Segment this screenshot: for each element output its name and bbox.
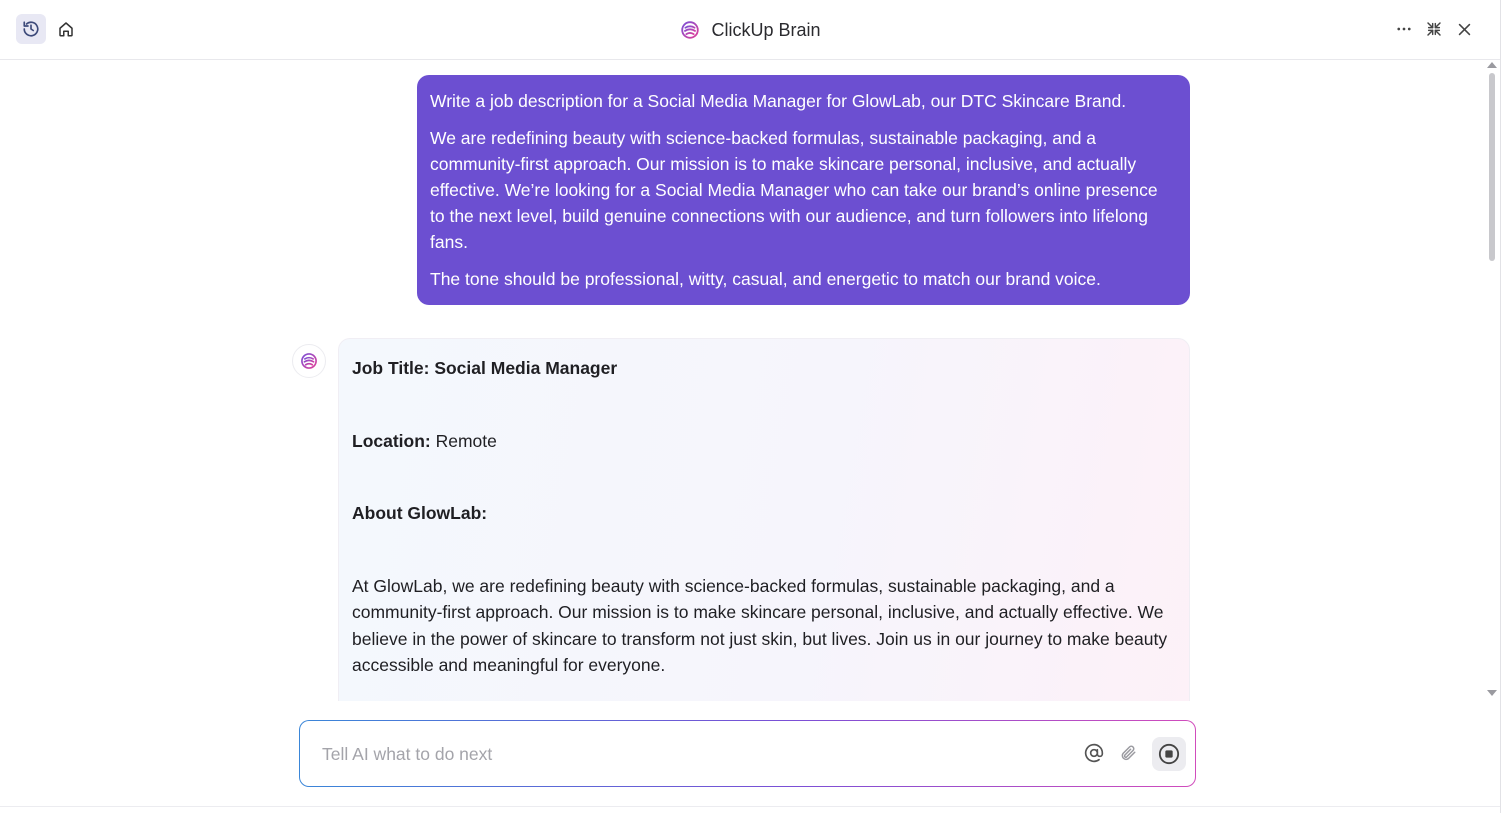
ai-avatar bbox=[292, 344, 326, 378]
location-label: Location: bbox=[352, 430, 431, 451]
collapse-button[interactable] bbox=[1419, 14, 1449, 44]
about-text: At GlowLab, we are redefining beauty with science-backed formulas, sustainable packaging, and a community-first approach. Our mission is to make skincare personal, inclusive, and actually effective. We believe in the power of skincare to transform not just skin, but lives. Join us in our journey to make beauty accessible and meaningful for everyone. bbox=[352, 575, 1168, 675]
collapse-icon bbox=[1426, 21, 1442, 37]
window-edge bbox=[1500, 0, 1501, 813]
paperclip-icon bbox=[1119, 744, 1137, 762]
brain-logo-icon bbox=[679, 19, 701, 41]
close-icon bbox=[1456, 21, 1473, 38]
ai-response bbox=[338, 338, 1190, 701]
scroll-up-arrow-icon[interactable] bbox=[1487, 62, 1497, 68]
user-message bbox=[417, 75, 1190, 305]
composer bbox=[299, 720, 1196, 787]
job-title-row bbox=[352, 355, 1176, 382]
user-message-paragraph: We are redefining beauty with science-backed formulas, sustainable packaging, and a community-first approach. Our mission is to make skincare personal, inclusive, and actually effective. We’re looking for a Social Media Manager who can take our brand’s online presence to the next level, build genuine connections with our audience, and turn followers into lifelong fans. bbox=[430, 128, 1158, 252]
about-heading: About GlowLab: bbox=[352, 503, 488, 523]
user-message-line: Write a job description for a Social Media Manager for GlowLab, our DTC Skincare Brand. bbox=[430, 91, 1127, 111]
at-sign-icon bbox=[1084, 743, 1104, 763]
header bbox=[0, 0, 1500, 60]
user-message-paragraph: The tone should be professional, witty, casual, and energetic to match our brand voice. bbox=[430, 269, 1101, 289]
attach-button[interactable] bbox=[1116, 741, 1140, 765]
bottom-divider bbox=[0, 806, 1500, 807]
location-row bbox=[352, 428, 1176, 455]
stop-button[interactable] bbox=[1152, 737, 1186, 771]
location-value: Remote bbox=[430, 430, 497, 451]
mention-button[interactable] bbox=[1082, 741, 1106, 765]
scrollbar-thumb[interactable] bbox=[1489, 73, 1495, 261]
stop-icon bbox=[1158, 743, 1180, 765]
about-heading-row bbox=[352, 500, 1176, 527]
more-options-button[interactable] bbox=[1389, 14, 1419, 44]
conversation-area[interactable] bbox=[0, 61, 1500, 701]
prompt-input[interactable] bbox=[322, 739, 1062, 769]
more-icon bbox=[1395, 20, 1413, 38]
close-button[interactable] bbox=[1449, 14, 1479, 44]
scroll-down-arrow-icon[interactable] bbox=[1487, 690, 1497, 696]
brain-logo-icon bbox=[299, 351, 319, 371]
job-title: Job Title: Social Media Manager bbox=[352, 358, 618, 378]
header-title-group bbox=[0, 0, 1500, 60]
page-title: ClickUp Brain bbox=[711, 19, 821, 40]
